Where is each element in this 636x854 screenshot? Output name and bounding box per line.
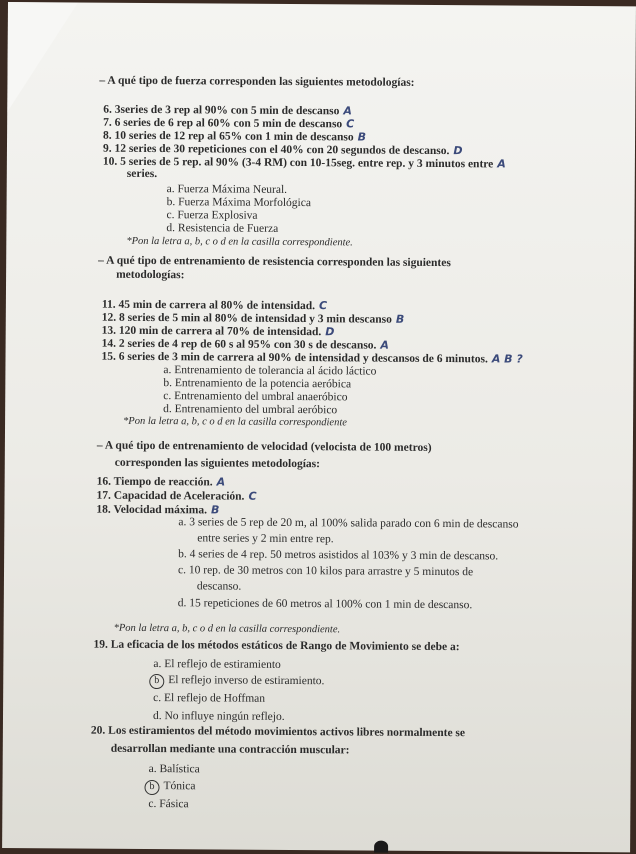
question-11: 11. 45 min de carrera al 80% de intensidad. C xyxy=(101,298,328,313)
handwritten-answer: A xyxy=(216,475,226,489)
section-heading-velocidad: – A qué tipo de entrenamiento de velocidad (velocista de 100 metros) xyxy=(96,439,432,454)
handwritten-answer: A B ? xyxy=(491,352,523,366)
question-20: 20. Los estiramientos del método movimientos activos libres normalmente se xyxy=(90,724,466,740)
section-heading-resistencia-cont: metodologías: xyxy=(116,268,185,282)
option-c: c. Fásica xyxy=(148,797,189,811)
question-16: 16. Tiempo de reacción. A xyxy=(96,475,226,489)
option-a-continuation: entre series y 2 min entre rep. xyxy=(197,532,334,546)
handwritten-answer: B xyxy=(395,312,405,326)
option-a: a. El reflejo de estiramiento xyxy=(153,658,281,671)
option-c: c. Entrenamiento del umbral anaeróbico xyxy=(163,390,348,404)
footer-logo xyxy=(374,841,388,853)
handwritten-answer: C xyxy=(319,299,328,313)
section-heading-fuerza: – A qué tipo de fuerza corresponden las siguientes metodologías: xyxy=(99,74,415,89)
question-10: 10. 5 series de 5 rep. al 90% (3-4 RM) con 10-15seg. entre rep. y 3 minutos entre A xyxy=(102,155,506,171)
option-b-selected: b Tónica xyxy=(144,780,195,795)
question-20-continuation: desarrollan mediante una contracción muscular: xyxy=(110,742,350,757)
option-d: d. No influye ningún reflejo. xyxy=(152,710,285,723)
question-14: 14. 2 series de 4 rep de 60 s al 95% con 30 s de descanso. A xyxy=(101,337,390,352)
instruction-note: *Pon la letra a, b, c o d en la casilla correspondiente xyxy=(123,415,347,429)
handwritten-answer: B xyxy=(210,503,220,517)
handwritten-answer: D xyxy=(325,325,335,339)
handwritten-answer: A xyxy=(497,157,506,171)
option-b: b. 4 series de 4 rep. 50 metros asistidos al 103% y 3 min de descanso. xyxy=(178,548,499,563)
section-heading-velocidad-cont: corresponden las siguientes metodologías: xyxy=(114,456,321,471)
question-9: 9. 12 series de 30 repeticiones con el 40% con 20 segundos de descanso. D xyxy=(102,142,463,158)
option-a: a. Balística xyxy=(148,763,200,776)
question-12: 12. 8 series de 5 min al 80% de intensidad y 3 min descanso B xyxy=(101,311,405,326)
handwritten-answer: B xyxy=(357,130,367,144)
option-a: a. Fuerza Máxima Neural. xyxy=(166,183,288,196)
handwritten-answer: A xyxy=(380,338,390,352)
option-c: c. 10 rep. de 30 metros con 10 kilos para arrastre y 5 minutos de xyxy=(177,564,474,579)
option-d: d. Resistencia de Fuerza xyxy=(166,222,279,235)
instruction-note: *Pon la letra a, b, c o d en la casilla correspondiente. xyxy=(113,622,341,636)
question-10-continuation: series. xyxy=(126,167,158,181)
handwritten-answer: D xyxy=(453,144,463,158)
question-6: 6. 3series de 3 rep al 90% con 5 min de descanso A xyxy=(103,103,352,118)
folded-corner xyxy=(7,2,78,112)
question-7: 7. 6 series de 6 rep al 60% con 5 min de descanso C xyxy=(103,116,355,131)
option-c-continuation: descanso. xyxy=(196,580,242,593)
option-b-selected: b El reflejo inverso de estiramiento. xyxy=(149,674,324,690)
circled-answer-mark: b xyxy=(149,674,164,689)
option-b: b. Fuerza Máxima Morfológica xyxy=(166,196,312,210)
question-19: 19. La eficacia de los métodos estáticos de Rango de Movimiento se debe a: xyxy=(93,638,460,654)
exam-sheet xyxy=(2,2,636,852)
option-a: a. Entrenamiento de tolerancia al ácido láctico xyxy=(163,364,377,378)
question-18: 18. Velocidad máxima. B xyxy=(96,503,220,517)
option-c: c. El reflejo de Hoffman xyxy=(153,692,266,705)
instruction-note: *Pon la letra a, b, c o d en la casilla correspondiente. xyxy=(126,235,353,249)
question-15: 15. 6 series de 3 min de carrera al 90% de intensidad y descansos de 6 minutos. A B ? xyxy=(101,350,523,366)
question-17: 17. Capacidad de Aceleración. C xyxy=(96,489,257,503)
option-d: d. 15 repeticiones de 60 metros al 100% con 1 min de descanso. xyxy=(177,597,473,612)
option-c: c. Fuerza Explosiva xyxy=(166,209,258,222)
handwritten-answer: C xyxy=(346,117,355,131)
question-8: 8. 10 series de 12 rep al 65% con 1 min de descanso B xyxy=(103,129,367,144)
option-d: d. Entrenamiento del umbral aeróbico xyxy=(163,403,338,417)
option-a: a. 3 series de 5 rep de 20 m, al 100% salida parado con 6 min de descanso xyxy=(178,516,519,531)
section-heading-resistencia: – A qué tipo de entrenamiento de resistencia corresponden las siguientes xyxy=(98,254,451,270)
circled-answer-mark: b xyxy=(144,780,159,795)
handwritten-answer: A xyxy=(343,104,352,118)
option-b: b. Entrenamiento de la potencia aeróbica xyxy=(163,377,352,391)
handwritten-answer: C xyxy=(248,489,257,503)
question-13: 13. 120 min de carrera al 70% de intensidad. D xyxy=(101,324,335,339)
